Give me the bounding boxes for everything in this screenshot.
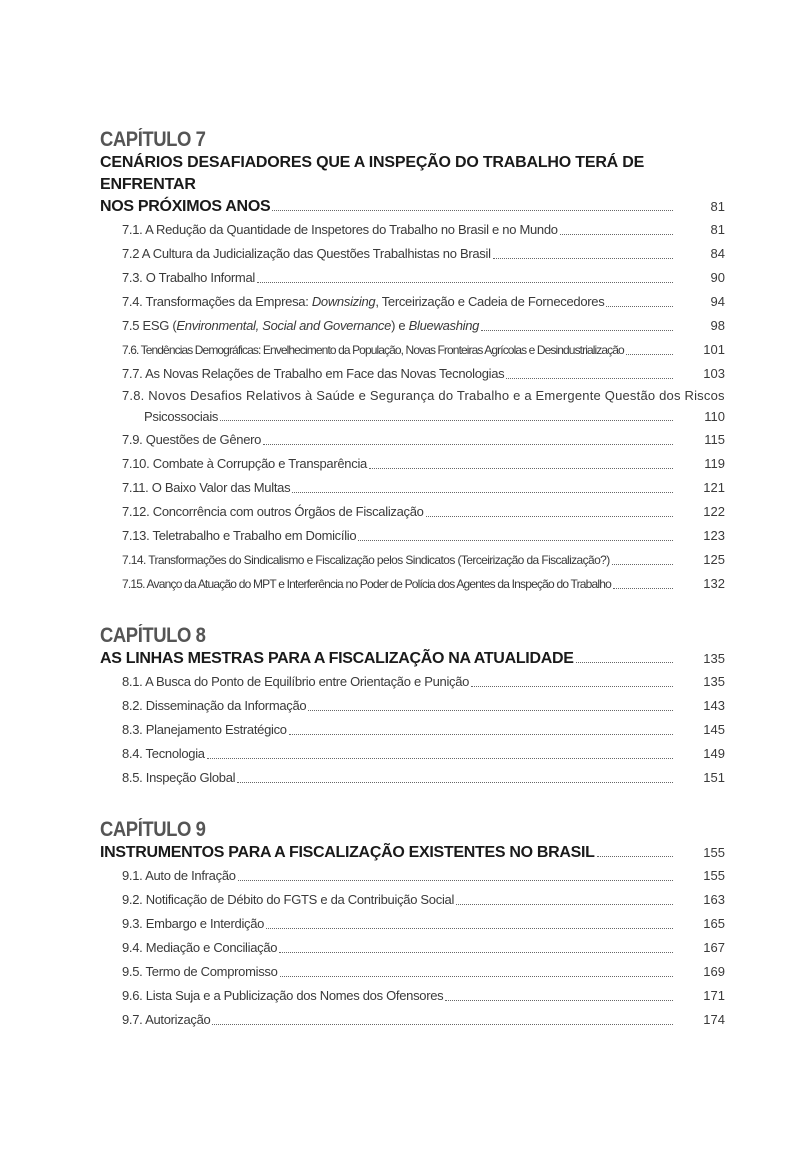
- entry-title: 7.2 A Cultura da Judicialização das Questões Trabalhistas no Brasil: [122, 246, 491, 261]
- chapter-title[interactable]: [100, 842, 725, 864]
- page-number: 125: [703, 552, 725, 567]
- entry-title-line2: Psicossociais: [144, 409, 219, 424]
- leader-dots: [369, 468, 673, 469]
- entry-title-part: , Terceirização e Cadeia de Fornecedores: [375, 294, 605, 309]
- entry-title: 8.5. Inspeção Global: [122, 770, 236, 785]
- entry-title-part: 7.4. Transformações da Empresa:: [122, 294, 312, 309]
- entry-title: 7.13. Teletrabalho e Trabalho em Domicílio: [122, 528, 357, 543]
- leader-dots: [358, 540, 673, 541]
- entry-title: 7.10. Combate à Corrupção e Transparência: [122, 456, 367, 471]
- page-number: 121: [703, 480, 725, 495]
- entry-title: 9.1. Auto de Infração: [122, 868, 236, 883]
- toc-entry[interactable]: [100, 218, 725, 242]
- entry-title: 9.5. Termo de Compromisso: [122, 964, 278, 979]
- entry-title: [122, 314, 479, 338]
- chapter-title: [100, 152, 725, 218]
- entry-title-italic: Downsizing: [311, 294, 376, 309]
- toc-entry[interactable]: [100, 290, 725, 314]
- entry-title: 9.4. Mediação e Conciliação: [122, 940, 278, 955]
- toc-entry[interactable]: [100, 476, 725, 500]
- page-number: 81: [710, 222, 725, 237]
- page-number: 119: [704, 456, 725, 471]
- page-number: 135: [703, 651, 725, 666]
- toc-entry[interactable]: [100, 242, 725, 266]
- page-number: 103: [703, 366, 725, 381]
- page-number: 171: [703, 988, 725, 1003]
- page-number: 123: [703, 528, 725, 543]
- leader-dots: [612, 564, 673, 565]
- leader-dots: [308, 710, 673, 711]
- page-number: 155: [703, 868, 725, 883]
- chapter-title-text: AS LINHAS MESTRAS PARA A FISCALIZAÇÃO NA ATUALIDADE: [100, 650, 574, 667]
- chapter-label: CAPÍTULO 9: [100, 818, 206, 841]
- leader-dots: [606, 306, 673, 307]
- entry-title: 8.2. Disseminação da Informação: [122, 698, 307, 713]
- toc-entry[interactable]: [100, 670, 725, 694]
- entry-title: 7.15. Avanço da Atuação do MPT e Interferência no Poder de Polícia dos Agentes da Inspeção do Trabalho: [122, 577, 612, 591]
- page-number: 165: [703, 916, 725, 931]
- chapter-title-line2: NOS PRÓXIMOS ANOS: [100, 198, 271, 215]
- page-number: 122: [703, 504, 725, 519]
- page-number: 163: [703, 892, 725, 907]
- leader-dots: [481, 330, 673, 331]
- entry-title: 9.7. Autorização: [122, 1012, 211, 1027]
- toc-entry[interactable]: [100, 694, 725, 718]
- page-number: 101: [703, 342, 725, 357]
- leader-dots: [220, 420, 673, 421]
- chapter-title-line1: CENÁRIOS DESAFIADORES QUE A INSPEÇÃO DO TRABALHO TERÁ DE ENFRENTAR: [100, 154, 645, 193]
- chapter-title[interactable]: [100, 648, 725, 670]
- entry-title: [122, 290, 604, 314]
- page-number: 110: [704, 409, 725, 424]
- leader-dots: [471, 686, 673, 687]
- toc-entry[interactable]: [100, 428, 725, 452]
- toc-entry[interactable]: [100, 936, 725, 960]
- toc-entry[interactable]: [100, 362, 725, 386]
- chapter-title-text: INSTRUMENTOS PARA A FISCALIZAÇÃO EXISTENTES NO BRASIL: [100, 844, 595, 861]
- leader-dots: [456, 904, 673, 905]
- leader-dots: [207, 758, 673, 759]
- entry-title: 7.11. O Baixo Valor das Multas: [122, 480, 291, 495]
- leader-dots: [263, 444, 673, 445]
- leader-dots: [506, 378, 673, 379]
- leader-dots: [426, 516, 673, 517]
- page-number: 167: [703, 940, 725, 955]
- toc-entry[interactable]: [100, 742, 725, 766]
- entry-title: 9.6. Lista Suja e a Publicização dos Nomes dos Ofensores: [122, 988, 444, 1003]
- page-number: 169: [703, 964, 725, 979]
- toc-entry[interactable]: [100, 338, 725, 362]
- toc-entry[interactable]: [100, 500, 725, 524]
- leader-dots: [613, 588, 673, 589]
- entry-title: 9.3. Embargo e Interdição: [122, 916, 265, 931]
- entry-title: 8.4. Tecnologia: [122, 746, 205, 761]
- page-number: 145: [703, 722, 725, 737]
- page-number: 90: [710, 270, 725, 285]
- entry-title: 7.3. O Trabalho Informal: [122, 270, 255, 285]
- toc-entry[interactable]: [100, 718, 725, 742]
- leader-dots: [279, 952, 673, 953]
- page-number: 81: [710, 199, 725, 214]
- leader-dots: [272, 210, 673, 211]
- leader-dots: [292, 492, 673, 493]
- toc-entry[interactable]: [100, 266, 725, 290]
- page-number: 132: [703, 576, 725, 591]
- leader-dots: [493, 258, 673, 259]
- chapter-label: CAPÍTULO 8: [100, 624, 206, 647]
- toc-entry[interactable]: [100, 766, 725, 790]
- page-number: 115: [704, 432, 725, 447]
- page-number: 149: [703, 746, 725, 761]
- page-number: 151: [703, 770, 725, 785]
- entry-title: 8.3. Planejamento Estratégico: [122, 722, 287, 737]
- page-number: 135: [703, 674, 725, 689]
- page-number: 174: [703, 1012, 725, 1027]
- leader-dots: [212, 1024, 673, 1025]
- leader-dots: [266, 928, 673, 929]
- entry-title: 7.1. A Redução da Quantidade de Inspetores do Trabalho no Brasil e no Mundo: [122, 222, 558, 237]
- page-number: 155: [703, 845, 725, 860]
- page-number: 98: [710, 318, 725, 333]
- entry-title: 7.14. Transformações do Sindicalismo e Fiscalização pelos Sindicatos (Terceirização da Fiscalização?): [122, 553, 610, 567]
- chapter-9: [100, 818, 725, 1032]
- leader-dots: [445, 1000, 673, 1001]
- entry-title-part: ) e: [391, 318, 409, 333]
- entry-title: 9.2. Notificação de Débito do FGTS e da Contribuição Social: [122, 892, 455, 907]
- toc-entry[interactable]: [100, 452, 725, 476]
- leader-dots: [238, 880, 673, 881]
- toc-entry[interactable]: [100, 1008, 725, 1032]
- entry-title-italic: Environmental, Social and Governance: [176, 318, 392, 333]
- toc-entry[interactable]: [100, 386, 725, 428]
- chapter-label: CAPÍTULO 7: [100, 128, 206, 151]
- toc-entry[interactable]: [100, 984, 725, 1008]
- entry-title-italic: Bluewashing: [408, 318, 480, 333]
- page-number: 84: [710, 246, 725, 261]
- leader-dots: [560, 234, 673, 235]
- toc-entry[interactable]: [100, 524, 725, 548]
- leader-dots: [626, 354, 673, 355]
- leader-dots: [289, 734, 673, 735]
- toc-entry[interactable]: [100, 864, 725, 888]
- entry-title: 7.9. Questões de Gênero: [122, 432, 262, 447]
- leader-dots: [280, 976, 673, 977]
- leader-dots: [597, 856, 673, 857]
- toc-entry[interactable]: [100, 888, 725, 912]
- chapter-7: [100, 128, 725, 596]
- entry-title: 8.1. A Busca do Ponto de Equilíbrio entre Orientação e Punição: [122, 674, 470, 689]
- entry-title: 7.12. Concorrência com outros Órgãos de Fiscalização: [122, 504, 424, 519]
- entry-title-line1: 7.8. Novos Desafios Relativos à Saúde e Segurança do Trabalho e a Emergente Questão dos Riscos: [122, 388, 725, 403]
- entry-title: 7.6. Tendências Demográficas: Envelhecimento da População, Novas Fronteiras Agrícolas e Desindustrialização: [122, 343, 624, 357]
- toc-entry[interactable]: [100, 314, 725, 338]
- entry-title-part: 7.5 ESG (: [122, 318, 177, 333]
- toc-entry[interactable]: [100, 960, 725, 984]
- table-of-contents: [100, 128, 725, 1060]
- toc-entry[interactable]: [100, 548, 725, 572]
- toc-entry[interactable]: [100, 572, 725, 596]
- entry-title: 7.7. As Novas Relações de Trabalho em Face das Novas Tecnologias: [122, 366, 505, 381]
- toc-entry[interactable]: [100, 912, 725, 936]
- leader-dots: [576, 662, 673, 663]
- chapter-8: [100, 624, 725, 790]
- leader-dots: [257, 282, 673, 283]
- page-number: 94: [710, 294, 725, 309]
- leader-dots: [237, 782, 673, 783]
- page-number: 143: [703, 698, 725, 713]
